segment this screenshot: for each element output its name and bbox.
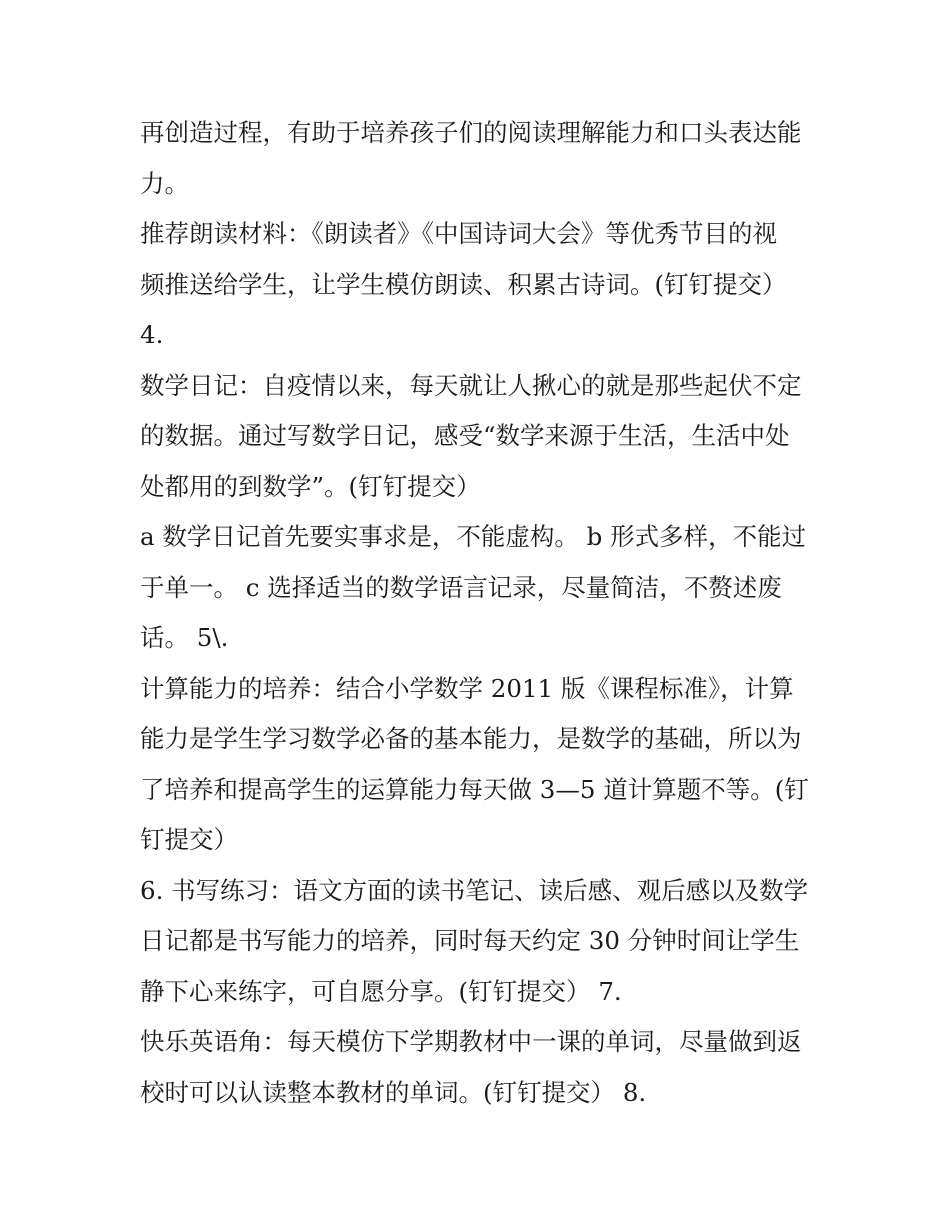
text-line: 了培养和提高学生的运算能力每天做 3—5 道计算题不等。(钉 bbox=[140, 774, 809, 804]
document-body bbox=[140, 108, 815, 1118]
text-line: 力。 bbox=[140, 168, 189, 198]
text-line: 再创造过程，有助于培养孩子们的阅读理解能力和口头表达能 bbox=[140, 118, 802, 147]
text-line: 计算能力的培养：结合小学数学 2011 版《课程标准》，计算 bbox=[140, 673, 794, 703]
text-line: 话。 5\. bbox=[140, 623, 229, 652]
text-line: 钉提交） bbox=[140, 825, 238, 854]
text-line: 校时可以认读整本教材的单词。(钉钉提交） 8. bbox=[140, 1077, 647, 1107]
text-line: 于单一。 c 选择适当的数学语言记录，尽量简洁，不赘述废 bbox=[140, 572, 782, 602]
text-line: 6. 书写练习：语文方面的读书笔记、读后感、观后感以及数学 bbox=[140, 875, 809, 905]
text-line: 日记都是书写能力的培养，同时每天约定 30 分钟时间让学生 bbox=[140, 926, 800, 955]
text-line: 处都用的到数学”。(钉钉提交） bbox=[140, 471, 481, 501]
text-line: 快乐英语角：每天模仿下学期教材中一课的单词，尽量做到返 bbox=[140, 1027, 802, 1056]
text-line: 4. bbox=[140, 320, 164, 349]
text-line: 的数据。通过写数学日记，感受“数学来源于生活，生活中处 bbox=[140, 421, 790, 450]
text-line: 数学日记：自疫情以来，每天就让人揪心的就是那些起伏不定 bbox=[140, 370, 802, 400]
text-line: 频推送给学生，让学生模仿朗读、积累古诗词。(钉钉提交） bbox=[140, 269, 787, 299]
text-line: a 数学日记首先要实事求是，不能虚构。 b 形式多样，不能过 bbox=[140, 522, 807, 551]
text-line: 推荐朗读材料：《朗读者》《中国诗词大会》等优秀节目的视 bbox=[140, 219, 777, 248]
text-line: 静下心来练字，可自愿分享。(钉钉提交） 7. bbox=[140, 976, 622, 1006]
text-line: 能力是学生学习数学必备的基本能力，是数学的基础，所以为 bbox=[140, 724, 802, 753]
